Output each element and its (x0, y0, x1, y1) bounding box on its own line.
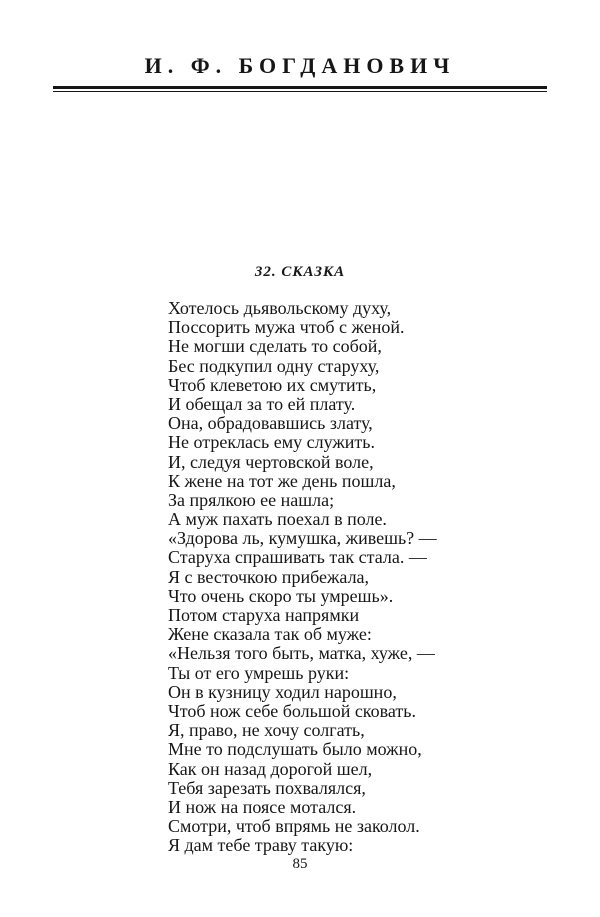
poem-line: Старуха спрашивать так стала. — (168, 547, 427, 568)
poem-line: Не могши сделать то собой, (168, 336, 382, 357)
poem-title: 32. СКАЗКА (254, 264, 346, 280)
poem-line: Что очень скоро ты умрешь». (168, 585, 394, 606)
poem-line: И нож на поясе мотался. (168, 796, 357, 817)
poem-line: Он в кузницу ходил нарошно, (168, 681, 397, 702)
poem-line: Я дам тебе траву такую: (168, 835, 354, 856)
poem-line: Я, право, не хочу солгать, (168, 720, 365, 741)
poem-line: А муж пахать поехал в поле. (168, 509, 387, 530)
poem-line: Смотри, чтоб впрямь не заколол. (168, 816, 420, 837)
poem-line: Тебя зарезать похвалялся, (168, 777, 366, 798)
poem-line: За прялкою ее нашла; (168, 489, 335, 510)
poem-line: Чтоб нож себе большой сковать. (168, 700, 417, 721)
poem-line: Ты от его умрешь руки: (168, 662, 350, 683)
poem-line: Как он назад дорогой шел, (168, 758, 373, 779)
poem-line: Я с весточкою прибежала, (168, 566, 370, 587)
poem-line: Чтоб клеветою их смутить, (168, 374, 377, 395)
poem-line: «Здорова ль, кумушка, живешь? — (168, 528, 437, 549)
poem-line: К жене на тот же день пошла, (168, 470, 396, 491)
header-rule-thin (53, 91, 547, 92)
poem-line: И, следуя чертовской воле, (168, 451, 374, 472)
poem-line: Не отреклась ему служить. (168, 432, 375, 453)
poem-line: Хотелось дьявольскому духу, (168, 298, 392, 318)
page-number: 85 (292, 856, 308, 872)
poem-line: И обещал за то ей плату. (168, 393, 356, 414)
poem-line: Поссорить мужа чтоб с женой. (168, 317, 405, 338)
header-rule-thick (53, 86, 547, 89)
poem-line: Жене сказала так об муже: (168, 624, 372, 645)
poem-line: Бес подкупил одну старуху, (168, 355, 380, 376)
poem-line: «Нельзя того быть, матка, хуже, — (168, 643, 435, 664)
poem-line: Потом старуха напрямки (168, 605, 360, 625)
running-head: И. Ф. БОГДАНОВИЧ (144, 53, 456, 78)
poem-line: Мне то подслушать было можно, (168, 739, 422, 760)
poem-line: Она, обрадовавшись злату, (168, 413, 373, 434)
poem-body (168, 299, 578, 855)
